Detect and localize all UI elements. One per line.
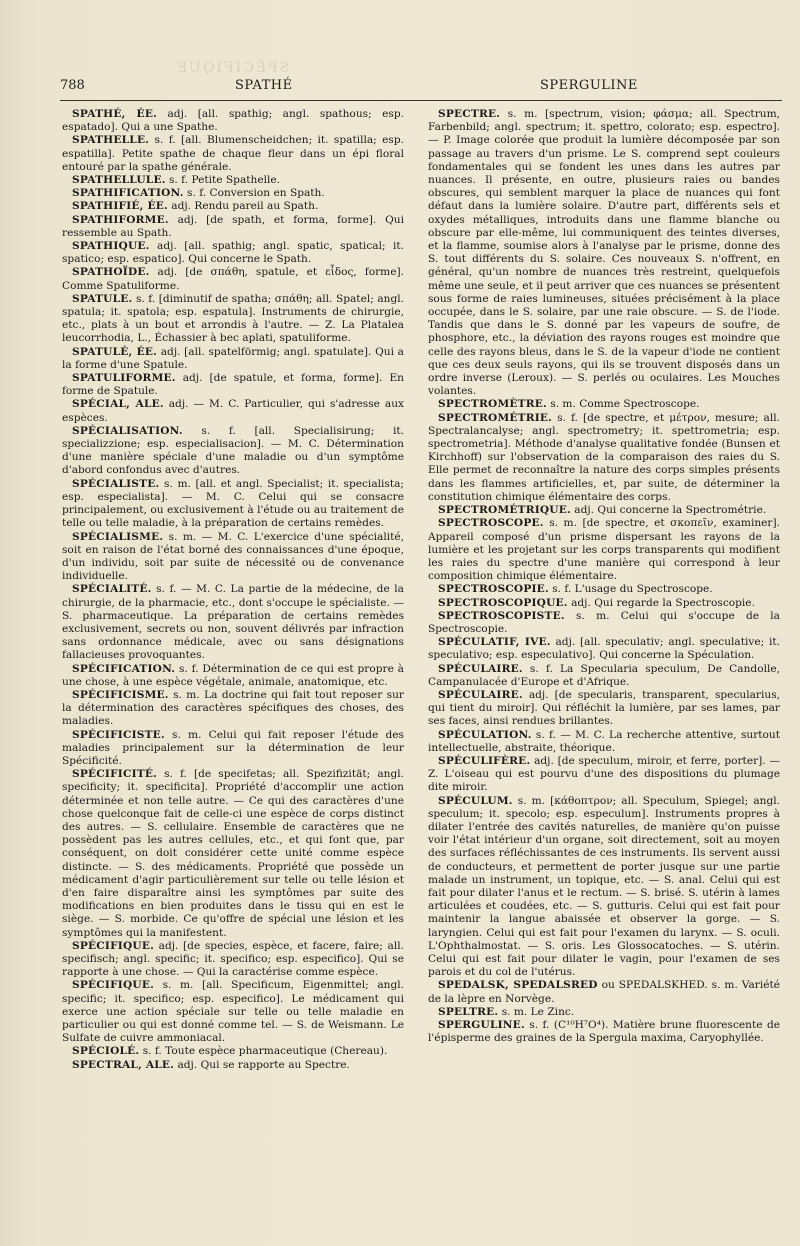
dictionary-entry: [62, 398, 404, 424]
entry-definition: adj. [all. spathig; angl. spathous; esp. espatado]. Qui a une Spathe.: [62, 108, 404, 134]
entry-headword: SPÉCULATION.: [438, 728, 532, 741]
entry-definition: adj. [de spatule, et forma, forme]. En forme de Spatule.: [62, 372, 404, 398]
dictionary-entry: [62, 372, 404, 398]
dictionary-entry: [62, 689, 404, 729]
entry-definition: s. m. — M. C. L'exercice d'une spécialité, soit en raison de l'état borné des connaissances d'une époque, d'un individu, soit par suite de nécessité ou de convenance individuelle.: [62, 530, 404, 583]
dictionary-entry: [62, 346, 404, 372]
dictionary-entry: [62, 663, 404, 689]
entry-definition: s. f. L'usage du Spectroscope.: [548, 583, 713, 596]
entry-headword: SPÉCIALISME.: [72, 530, 164, 543]
dictionary-entry: [428, 755, 780, 795]
entry-definition: s. m. [all. Specificum, Eigenmittel; angl. specific; it. specifico; esp. especifico]. Le médicament qui exerce une action spéciale sur telle ou telle maladie en particulier ou qui est donné comme tel. — S. de Weismann. Le Sulfate de cuivre ammoniacal.: [62, 979, 404, 1045]
entry-definition: s. f. Détermination de ce qui est propre à une chose, à une espèce végétale, animale, anatomique, etc.: [62, 662, 404, 688]
dictionary-entry: [62, 240, 404, 266]
entry-headword: SPÉCIFICITÉ.: [72, 768, 157, 781]
entry-headword: SPÉCIOLÉ.: [72, 1045, 140, 1058]
dictionary-entry: [62, 768, 404, 940]
entry-headword: SPATULE.: [72, 292, 133, 305]
dictionary-entry: [62, 979, 404, 1045]
entry-headword: SPECTROMÉTRIQUE.: [438, 504, 571, 517]
entry-headword: SPÉCULUM.: [438, 794, 513, 807]
entry-definition: adj. [all. spatelförmig; angl. spatulate]. Qui a la forme d'une Spatule.: [62, 345, 404, 371]
dictionary-entry: [62, 478, 404, 531]
dictionary-entry: [428, 412, 780, 504]
entry-headword: SPÉCIALISATION.: [72, 424, 183, 437]
entry-definition: s. m. Celui qui fait reposer l'étude des maladies principalement sur la détermination de leur Spécificité.: [62, 728, 404, 767]
entry-definition: adj. Qui regarde la Spectroscopie.: [567, 596, 755, 609]
entry-definition: s. m. [all. et angl. Specialist; it. specialista; esp. especialista]. — M. C. Celui qui se consacre principalement, ou exclusivement à l'étude ou au traitement de telle ou telle maladie, à la préparation de certains remèdes.: [62, 477, 404, 530]
entry-definition: s. f. [diminutif de spatha; σπάθη; all. Spatel; angl. spatula; it. spatola; esp. espatula]. Instruments de chirurgie, etc., plats à un bout et arrondis à l'autre. — Z. La Platalea leucorrhodia, L., Échassier à bec aplati, spatuliforme.: [62, 292, 404, 345]
dictionary-entry: [428, 610, 780, 636]
dictionary-entry: [62, 214, 404, 240]
entry-headword: SPATULIFORME.: [72, 372, 176, 385]
entry-headword: SPÉCIFIQUE.: [72, 979, 154, 992]
entry-headword: SPÉCULATIF, IVE.: [438, 636, 551, 649]
entry-headword: SPATHELLULE.: [72, 174, 166, 187]
dictionary-entry: [428, 504, 780, 517]
entry-definition: s. f. — M. C. La recherche attentive, surtout intellectuelle, abstraite, théorique.: [428, 728, 780, 754]
entry-headword: SPECTRAL, ALE.: [72, 1058, 175, 1071]
entry-headword: SPATHIFIÉ, ÉE.: [72, 200, 168, 213]
dictionary-entry: [62, 940, 404, 980]
entry-definition: adj. [de speculum, miroir, et ferre, porter]. — Z. L'oiseau qui est pourvu d'une des dispositions du plumage dite miroir.: [428, 754, 780, 794]
entry-headword: SPECTROSCOPE.: [438, 517, 544, 530]
dictionary-entry: [62, 531, 404, 584]
dictionary-entry: [428, 663, 780, 689]
entry-headword: SPATHIFORME.: [72, 213, 169, 226]
entry-definition: s. f. [all. Specialisirung; it. specializzione; esp. especialisacion]. — M. C. Détermination d'une manière spéciale d'une maladie ou d'un symptôme d'abord confondus avec d'autres.: [62, 424, 404, 477]
entry-headword: SPEDALSK, SPEDALSRED: [438, 979, 598, 992]
entry-headword: SPELTRE.: [438, 1005, 499, 1018]
entry-definition: s. m. Comme Spectroscope.: [546, 398, 700, 411]
running-head-right: SPERGULINE: [540, 78, 638, 93]
entry-definition: s. f. [de specifetas; all. Spezifizität; angl. specificity; it. specificita]. Propriété d'accomplir une action déterminée et non telle autre. — Ce qui des caractères d'une chose quelconque fait de celle-ci une espèce de corps distinct des autres. — S. cellulaire. Ensemble de caractères que ne possèdent pas les autres cellules, etc., et qui font que, par conséquent, on doit considérer cette unité comme espèce distincte. — S. des médicaments. Propriété que possède un médicament d'agir particulièrement sur telle ou telle lésion et d'en faire disparaître ainsi les symptômes par suite des modifications en bien produites dans le tissu qui en est le siège. — S. morbide. Ce qu'offre de spécial une lésion et les symptômes qui la manifestent.: [62, 768, 404, 939]
dictionary-entry: [62, 200, 404, 213]
dictionary-entry: [428, 689, 780, 729]
entry-headword: SPÉCIAL, ALE.: [72, 398, 164, 411]
entry-definition: adj. [de σπάθη, spatule, et εἶδος, forme]. Comme Spatuliforme.: [62, 266, 404, 292]
page-number: 788: [60, 78, 85, 93]
dictionary-entry: [62, 187, 404, 200]
entry-definition: ou SPEDALSKHED. s. m. Variété de la lèpre en Norvège.: [428, 979, 781, 1005]
entry-definition: s. m. La doctrine qui fait tout reposer sur la détermination des caractères spécifiques des choses, des maladies.: [62, 688, 404, 728]
running-head-left: SPATHÉ: [235, 78, 293, 93]
bleed-through-text: SPÉCIFIQUE: [175, 60, 290, 76]
entry-definition: s. f. Conversion en Spath.: [183, 187, 325, 200]
header-rule: [60, 100, 782, 101]
entry-headword: SPECTROSCOPIQUE.: [438, 596, 568, 609]
entry-headword: SPATHIQUE.: [72, 240, 150, 253]
dictionary-entry: [428, 108, 780, 398]
dictionary-entry: [62, 425, 404, 478]
entry-headword: SPÉCIFICATION.: [72, 662, 176, 675]
dictionary-entry: [62, 1059, 404, 1072]
entry-headword: SPÉCULAIRE.: [438, 688, 523, 701]
entry-definition: adj. [de species, espèce, et facere, faire; all. specifisch; angl. specific; it. specifico; esp. especifico]. Qui se rapporte à une chose. — Qui la caractérise comme espèce.: [62, 939, 404, 979]
entry-definition: adj. [all. spathig; angl. spatic, spatical; it. spatico; esp. espatico]. Qui concerne le Spath.: [62, 240, 404, 266]
dictionary-entry: [428, 729, 780, 755]
entry-headword: SPÉCIFICISTE.: [72, 728, 165, 741]
dictionary-entry: [62, 174, 404, 187]
entry-headword: SPECTROMÈTRE.: [438, 398, 547, 411]
entry-definition: adj. [de specularis, transparent, specularius, qui tient du miroir]. Qui réfléchit la lumière, par ses lames, par ses faces, ainsi rendues brillantes.: [428, 688, 780, 728]
dictionary-entry: [428, 1019, 780, 1045]
page-header: [60, 78, 782, 100]
dictionary-entry: [428, 795, 780, 980]
entry-definition: s. f. Petite Spathelle.: [165, 174, 281, 187]
entry-definition: adj. Qui concerne la Spectrométrie.: [570, 504, 767, 517]
entry-headword: SPÉCIFICISME.: [72, 688, 169, 701]
entry-headword: SPATHOÏDE.: [72, 266, 150, 279]
dictionary-entry: [62, 293, 404, 346]
dictionary-entry: [62, 729, 404, 769]
entry-headword: SPECTROSCOPISTE.: [438, 609, 565, 622]
entry-definition: s. f. La Specularia speculum, De Candolle, Campanulacée d'Europe et d'Afrique.: [428, 662, 780, 688]
entry-headword: SPATULÉ, ÉE.: [72, 345, 158, 358]
dictionary-entry: [62, 1045, 404, 1058]
dictionary-entry: [428, 517, 780, 583]
dictionary-entry: [428, 979, 780, 1005]
entry-definition: adj. Qui se rapporte au Spectre.: [174, 1058, 350, 1071]
entry-headword: SPÉCIFIQUE.: [72, 939, 154, 952]
entry-headword: SPECTROSCOPIE.: [438, 583, 549, 596]
entry-headword: SPECTRE.: [438, 108, 501, 120]
entry-definition: s. m. [spectrum, vision; φάσμα; all. Spectrum, Farbenbild; angl. spectrum; it. spettro, colorato; esp. espectro]. — P. Image colorée que produit la lumière décomposée par son passage au travers d'un prisme. Le S. comprend sept couleurs fondamentales qui se fondent les unes dans les autres par nuances. Il présente, en outre, plusieurs raies ou bandes obscures, qui semblent marquer la place de nuances qui font défaut dans la lumière solaire. D'autre part, différents sels et oxydes métalliques, introduits dans une flamme blanche ou obscure par elle-même, lui communiquent des teintes diverses, et la flamme, soumise alors à l'analyse par le prisme, donne des S. tout différents du S. solaire. Ces nouveaux S. n'offrent, en général, qu'un nombre de nuances très restreint, quelquefois même une seule, et il peut arriver que ces nuances se présentent sous forme de raies lumineuses, situées précisément à la place occupée, dans le S. solaire, par une raie obscure. — S. de l'iode. Tandis que dans le S. donné par les vapeurs de soufre, de phosphore, etc., la déviation des rayons rouges est moindre que celle des rayons bleus, dans le S. de la vapeur d'iode ne contient que ces deux seuls rayons, qui ils se trouvent disposés dans un ordre inverse (Leroux). — S. perlés ou oculaires. Les Mouches volantes.: [428, 108, 780, 398]
entry-headword: SPÉCULIFÈRE.: [438, 754, 531, 767]
entry-headword: SPÉCIALITÉ.: [72, 583, 152, 596]
dictionary-entry: [428, 597, 780, 610]
entry-definition: s. f. Toute espèce pharmaceutique (Chereau).: [139, 1045, 388, 1058]
dictionary-entry: [62, 583, 404, 662]
entry-headword: SPATHÉ, ÉE.: [72, 108, 157, 120]
dictionary-entry: [428, 636, 780, 662]
entry-definition: adj. [all. speculativ; angl. speculative; it. speculativo; esp. especulativo]. Qui concerne la Spéculation.: [428, 636, 780, 662]
entry-definition: s. f. — M. C. La partie de la médecine, de la chirurgie, de la pharmacie, etc., dont s'occupe le spécialiste. — S. pharmaceutique. La préparation de certains remèdes exclusivement, secrets ou non, souvent délivrés par infraction sans ordonnance médicale, avec ou sans désignations fallacieuses provoquantes.: [62, 583, 404, 662]
left-column: [62, 108, 404, 1072]
entry-definition: s. f. [all. Blumenscheidchen; it. spatilla; esp. espatilla]. Petite spathe de chaque fleur dans un épi floral entouré par la spathe générale.: [62, 134, 404, 173]
entry-definition: adj. — M. C. Particulier, qui s'adresse aux espèces.: [62, 398, 404, 424]
entry-headword: SPÉCIALISTE.: [72, 477, 160, 490]
right-column: [428, 108, 780, 1045]
entry-definition: s. m. Le Zinc.: [498, 1005, 575, 1018]
dictionary-entry: [428, 1006, 780, 1019]
dictionary-entry: [428, 583, 780, 596]
entry-definition: s. m. [κάθοπτρον; all. Speculum, Spiegel; angl. speculum; it. specolo; esp. especulum]. Instruments propres à dilater l'entrée des cavités naturelles, de manière qu'on puisse voir l'état intérieur d'un organe, soit directement, soit au moyen des surfaces réfléchissantes de ces instruments. Ils servent aussi de conducteurs, et permettent de porter jusque sur une partie malade un instrument, un topique, etc. — S. anal. Celui qui est fait pour dilater l'anus et le rectum. — S. brisé. S. utérin à lames articulées et coudées, etc. — S. gutturis. Celui qui est fait pour maintenir la langue abaissée et observer la gorge. — S. laryngien. Celui qui est fait pour l'examen du larynx. — S. oculi. L'Ophthalmostat. — S. oris. Les Glossocatoches. — S. utérin. Celui qui est fait pour dilater le vagin, pour l'examen de ses parois et du col de l'utérus.: [428, 794, 780, 979]
entry-definition: adj. [de spath, et forma, forme]. Qui ressemble au Spath.: [62, 213, 404, 239]
dictionary-entry: [62, 266, 404, 292]
dictionary-entry: [428, 398, 780, 411]
entry-headword: SPATHELLE.: [72, 134, 150, 147]
entry-headword: SPERGULINE.: [438, 1019, 525, 1032]
entry-headword: SPECTROMÉTRIE.: [438, 411, 553, 424]
dictionary-entry: [62, 134, 404, 174]
entry-definition: adj. Rendu pareil au Spath.: [167, 200, 319, 213]
entry-headword: SPATHIFICATION.: [72, 187, 184, 200]
dictionary-entry: [62, 108, 404, 134]
entry-definition: s. f. (C¹⁰H⁷O⁴). Matière brune fluorescente de l'épisperme des graines de la Spergula maxima, Caryophyllée.: [428, 1019, 780, 1045]
entry-definition: s. f. [de spectre, et μέτρον, mesure; all. Spectralancalyse; angl. spectrometry; it. spettrometria; esp. spectrometria]. Méthode d'analyse qualitative fondée (Bunsen et Kirchhoff) sur l'observation de la comparaison des raies du S. Elle permet de reconnaître la nature des corps simples présents dans les flammes artificielles, et, par suite, de déterminer la constitution chimique élémentaire des corps.: [428, 411, 780, 503]
entry-definition: s. m. Celui qui s'occupe de la Spectroscopie.: [428, 609, 780, 635]
entry-headword: SPÉCULAIRE.: [438, 662, 523, 675]
entry-definition: s. m. [de spectre, et σκοπεῖν, examiner]. Appareil composé d'un prisme dispersant les rayons de la lumière et les projetant sur les corps transparents qui modifient les raies du spectre d'une manière qui correspond à leur composition chimique élémentaire.: [428, 517, 780, 583]
